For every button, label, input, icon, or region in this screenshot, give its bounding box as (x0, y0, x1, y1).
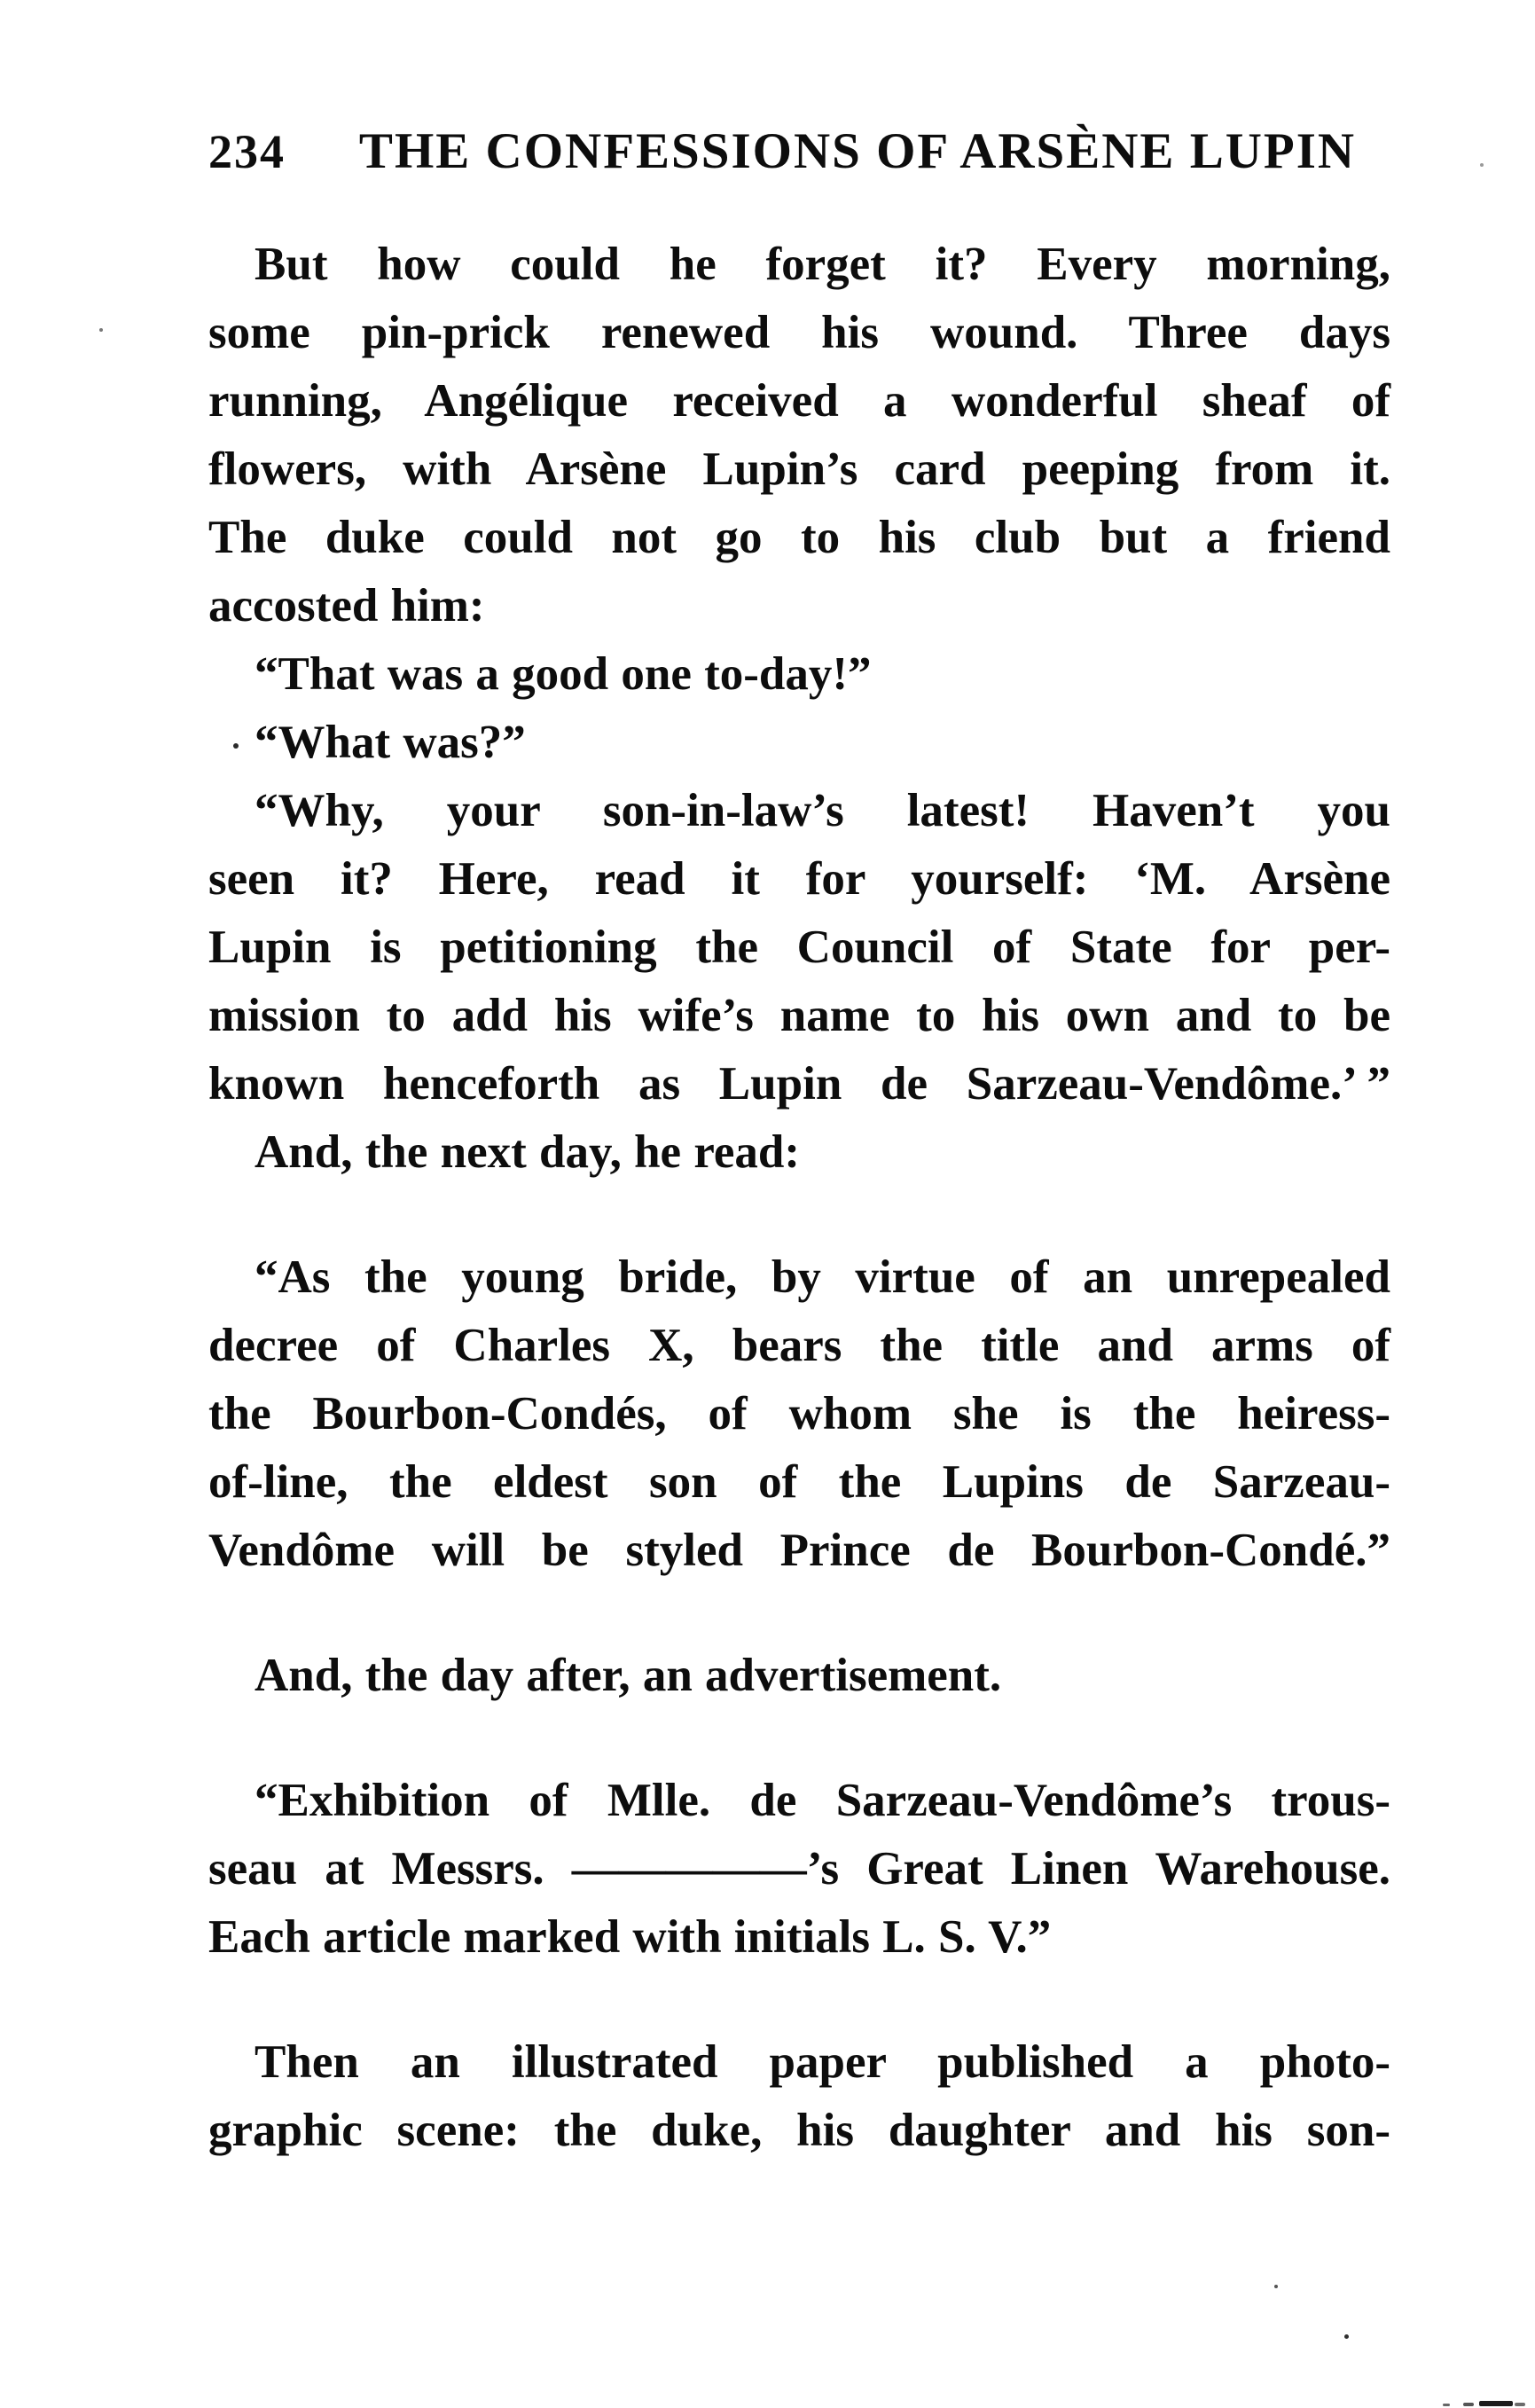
text-line: known henceforth as Lupin de Sarzeau-Vendôme.’ ” (208, 1058, 1390, 1110)
running-title: THE CONFESSIONS OF ARSÈNE LUPIN (358, 123, 1357, 179)
scan-smudge (1515, 2403, 1525, 2406)
paragraph (208, 231, 1390, 640)
text-line: the Bourbon-Condés, of whom she is the heiress- (208, 1388, 1390, 1439)
text-line: “Why, your son-in-law’s latest! Haven’t you (255, 785, 1390, 836)
text-line: graphic scene: the duke, his daughter and his son- (208, 2105, 1390, 2156)
text-line: And, the day after, an advertisement. (255, 1650, 1002, 1701)
text-line: The duke could not go to his club but a friend (208, 512, 1390, 563)
text-line: “Exhibition of Mlle. de Sarzeau-Vendôme’s trous- (255, 1775, 1390, 1826)
scan-speck (1344, 2334, 1349, 2339)
paragraph (208, 777, 1390, 1118)
text-line: Lupin is petitioning the Council of State for per- (208, 922, 1390, 973)
text-line: seen it? Here, read it for yourself: ‘M. Arsène (208, 853, 1390, 905)
paragraph (208, 709, 1390, 777)
text-line: running, Angélique received a wonderful sheaf of (208, 375, 1390, 427)
paragraph (208, 1118, 1390, 1187)
text-line: decree of Charles X, bears the title and arms of (208, 1320, 1390, 1371)
paragraph (208, 2028, 1390, 2165)
text-line: “That was a good one to-day!” (255, 648, 872, 700)
scan-smudge (1443, 2404, 1450, 2406)
text-line: “As the young bride, by virtue of an unrepealed (255, 1251, 1390, 1303)
scan-speck (1274, 2285, 1278, 2288)
text-line: of-line, the eldest son of the Lupins de Sarzeau- (208, 1456, 1390, 1508)
page-number: 234 (208, 125, 286, 178)
scan-smudge (1463, 2403, 1474, 2406)
text-line: flowers, with Arsène Lupin’s card peeping from it. (208, 443, 1390, 495)
paragraph (208, 1243, 1390, 1585)
text-line: “What was?” (255, 717, 526, 768)
text-line: But how could he forget it? Every morning, (255, 239, 1390, 290)
text-line: Vendôme will be styled Prince de Bourbon-Condé.” (208, 1525, 1390, 1576)
page-header (208, 122, 1390, 181)
text-line: Each article marked with initials L. S. V.” (208, 1911, 1052, 1963)
text-line: some pin-prick renewed his wound. Three days (208, 307, 1390, 358)
scan-speck (99, 328, 103, 332)
text-line: Then an illustrated paper published a photo- (255, 2036, 1390, 2088)
text-line: seau at Messrs. —————’s Great Linen Warehouse. (208, 1843, 1390, 1894)
text-line: accosted him: (208, 580, 485, 631)
paragraph (208, 1767, 1390, 1972)
scan-speck (233, 743, 239, 749)
scan-smudge (1479, 2401, 1513, 2406)
text-line: And, the next day, he read: (255, 1126, 801, 1178)
text-line: mission to add his wife’s name to his own and to be (208, 990, 1390, 1041)
paragraph (208, 1642, 1390, 1710)
paragraph (208, 640, 1390, 709)
page-body-text (208, 231, 1390, 2165)
scan-speck (1480, 163, 1484, 167)
